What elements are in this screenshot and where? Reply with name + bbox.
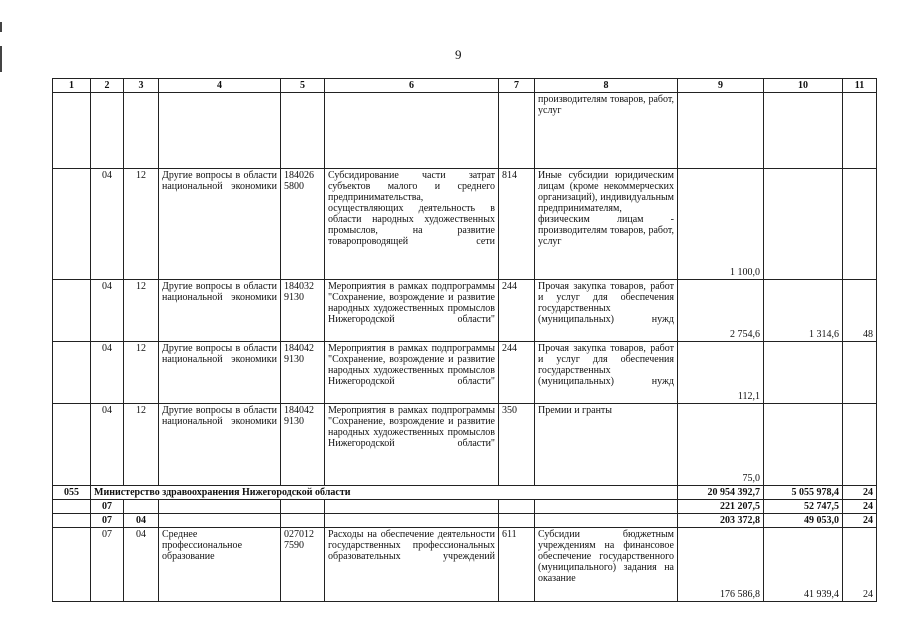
table-cell bbox=[53, 500, 91, 514]
table-cell: 2 754,6 bbox=[678, 280, 764, 342]
table-cell bbox=[325, 500, 499, 514]
table-cell: Мероприятия в рамках подпрограммы "Сохранение, возрождение и развитие народных художественных промыслов Нижегородской области" bbox=[325, 280, 499, 342]
table-cell bbox=[281, 514, 325, 528]
table-cell bbox=[764, 404, 843, 486]
table-cell: производителям товаров, работ, услуг bbox=[535, 93, 678, 169]
column-header: 11 bbox=[843, 79, 877, 93]
column-header: 8 bbox=[535, 79, 678, 93]
table-cell: 176 586,8 bbox=[678, 528, 764, 602]
margin-mark bbox=[0, 22, 2, 32]
table-cell: 52 747,5 bbox=[764, 500, 843, 514]
ministry-name: Министерство здравоохранения Нижегородской области bbox=[91, 486, 678, 500]
table-cell: 41 939,4 bbox=[764, 528, 843, 602]
table-cell bbox=[53, 528, 91, 602]
table-cell bbox=[124, 500, 159, 514]
column-header: 2 bbox=[91, 79, 124, 93]
column-header: 10 bbox=[764, 79, 843, 93]
table-cell: 24 bbox=[843, 514, 877, 528]
section-row bbox=[53, 500, 877, 514]
table-cell: 1 314,6 bbox=[764, 280, 843, 342]
table-cell bbox=[53, 280, 91, 342]
table-cell: Другие вопросы в области национальной экономики bbox=[159, 404, 281, 486]
table-row bbox=[53, 528, 877, 602]
table-cell bbox=[159, 500, 281, 514]
table-cell: 04 bbox=[124, 514, 159, 528]
table-cell bbox=[325, 514, 499, 528]
table-cell bbox=[843, 93, 877, 169]
table-row bbox=[53, 280, 877, 342]
column-header: 9 bbox=[678, 79, 764, 93]
table-cell bbox=[91, 93, 124, 169]
table-cell bbox=[535, 514, 678, 528]
table-cell bbox=[281, 93, 325, 169]
table-cell: Субсидии бюджетным учреждениям на финансовое обеспечение государственного (муниципального) задания на оказание bbox=[535, 528, 678, 602]
table-cell: 04 bbox=[91, 342, 124, 404]
table-cell: 07 bbox=[91, 500, 124, 514]
table-cell: 12 bbox=[124, 280, 159, 342]
table-cell bbox=[843, 404, 877, 486]
table-cell: 244 bbox=[499, 342, 535, 404]
table-cell: 04 bbox=[91, 169, 124, 280]
table-cell bbox=[159, 514, 281, 528]
table-cell: 75,0 bbox=[678, 404, 764, 486]
table-cell: Иные субсидии юридическим лицам (кроме некоммерческих организаций), индивидуальным предпринимателям, физическим лицам - производителям товаров, работ, услуг bbox=[535, 169, 678, 280]
table-cell bbox=[499, 514, 535, 528]
table-row bbox=[53, 404, 877, 486]
table-cell: Расходы на обеспечение деятельности государственных профессиональных образовательных учреждений bbox=[325, 528, 499, 602]
table-cell: 12 bbox=[124, 404, 159, 486]
table-cell bbox=[159, 93, 281, 169]
table-cell bbox=[53, 93, 91, 169]
subsection-row bbox=[53, 514, 877, 528]
table-cell bbox=[843, 342, 877, 404]
table-cell bbox=[53, 514, 91, 528]
table-cell: Другие вопросы в области национальной экономики bbox=[159, 280, 281, 342]
table-cell: 184026 5800 bbox=[281, 169, 325, 280]
table-cell bbox=[53, 342, 91, 404]
table-cell: 20 954 392,7 bbox=[678, 486, 764, 500]
table-cell: 027012 7590 bbox=[281, 528, 325, 602]
table-cell: 24 bbox=[843, 500, 877, 514]
column-header: 7 bbox=[499, 79, 535, 93]
table-cell: 611 bbox=[499, 528, 535, 602]
table-cell: 203 372,8 bbox=[678, 514, 764, 528]
table-cell bbox=[499, 93, 535, 169]
table-cell bbox=[124, 93, 159, 169]
table-cell bbox=[764, 342, 843, 404]
table-cell: 07 bbox=[91, 528, 124, 602]
table-cell: 244 bbox=[499, 280, 535, 342]
table-cell bbox=[325, 93, 499, 169]
table-cell: 5 055 978,4 bbox=[764, 486, 843, 500]
table-row bbox=[53, 93, 877, 169]
table-cell bbox=[499, 500, 535, 514]
table-cell: Премии и гранты bbox=[535, 404, 678, 486]
table-cell bbox=[678, 93, 764, 169]
table-cell: Прочая закупка товаров, работ и услуг для обеспечения государственных (муниципальных) нужд bbox=[535, 342, 678, 404]
table-cell bbox=[535, 500, 678, 514]
table-cell: 221 207,5 bbox=[678, 500, 764, 514]
table-row bbox=[53, 169, 877, 280]
table-cell bbox=[764, 93, 843, 169]
table-cell: 184032 9130 bbox=[281, 280, 325, 342]
table-cell: 184042 9130 bbox=[281, 404, 325, 486]
budget-table bbox=[52, 78, 877, 602]
table-cell: 350 bbox=[499, 404, 535, 486]
table-cell: 07 bbox=[91, 514, 124, 528]
table-cell: Прочая закупка товаров, работ и услуг для обеспечения государственных (муниципальных) нужд bbox=[535, 280, 678, 342]
table-row bbox=[53, 342, 877, 404]
column-header: 3 bbox=[124, 79, 159, 93]
table-cell: 1 100,0 bbox=[678, 169, 764, 280]
table-cell bbox=[281, 500, 325, 514]
margin-mark bbox=[0, 46, 2, 72]
table-cell: 814 bbox=[499, 169, 535, 280]
table-cell bbox=[53, 169, 91, 280]
table-cell: 49 053,0 bbox=[764, 514, 843, 528]
page-number: 9 bbox=[455, 47, 462, 62]
table-cell bbox=[764, 169, 843, 280]
table-cell: 24 bbox=[843, 528, 877, 602]
table-cell bbox=[53, 404, 91, 486]
table-cell: 48 bbox=[843, 280, 877, 342]
table-cell bbox=[843, 169, 877, 280]
table-cell: 04 bbox=[91, 280, 124, 342]
table-cell: 04 bbox=[124, 528, 159, 602]
table-cell: 112,1 bbox=[678, 342, 764, 404]
table-cell: Мероприятия в рамках подпрограммы "Сохранение, возрождение и развитие народных художественных промыслов Нижегородской области" bbox=[325, 404, 499, 486]
table-cell: 12 bbox=[124, 342, 159, 404]
table-cell: 12 bbox=[124, 169, 159, 280]
column-header: 6 bbox=[325, 79, 499, 93]
ministry-row bbox=[53, 486, 877, 500]
column-header: 1 bbox=[53, 79, 91, 93]
table-cell: Другие вопросы в области национальной экономики bbox=[159, 342, 281, 404]
table-cell: 184042 9130 bbox=[281, 342, 325, 404]
column-header: 4 bbox=[159, 79, 281, 93]
table-cell: 24 bbox=[843, 486, 877, 500]
table-cell: 04 bbox=[91, 404, 124, 486]
column-header: 5 bbox=[281, 79, 325, 93]
table-cell: Мероприятия в рамках подпрограммы "Сохранение, возрождение и развитие народных художественных промыслов Нижегородской области" bbox=[325, 342, 499, 404]
table-cell: Среднее профессиональное образование bbox=[159, 528, 281, 602]
table-header-row bbox=[53, 79, 877, 93]
ministry-code: 055 bbox=[53, 486, 91, 500]
table-cell: Другие вопросы в области национальной экономики bbox=[159, 169, 281, 280]
table-cell: Субсидирование части затрат субъектов малого и среднего предпринимательства, осуществляющих деятельность в области народных художественных промыслов, на развитие товаропроводящей сети bbox=[325, 169, 499, 280]
